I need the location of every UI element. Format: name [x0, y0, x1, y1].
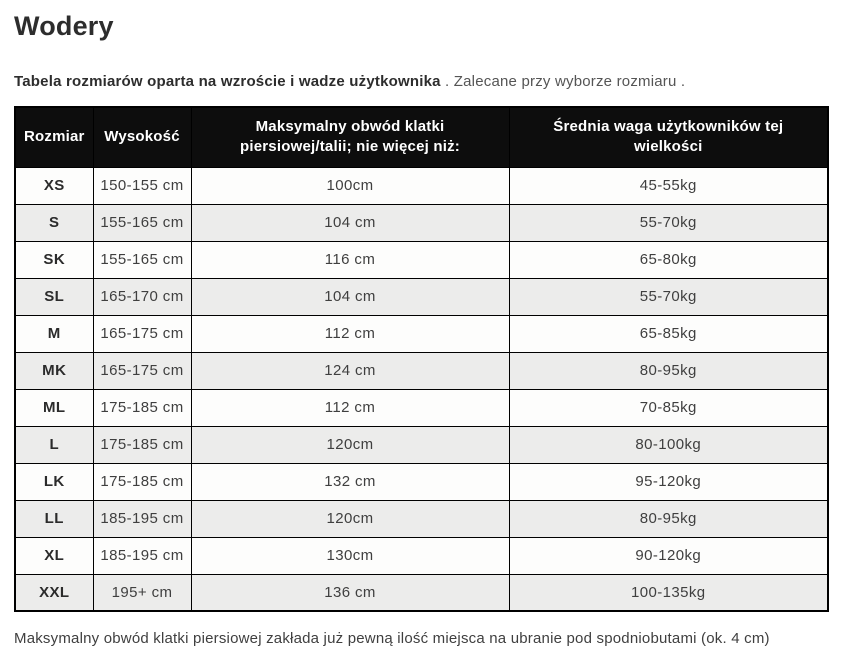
height-cell: 175-185 cm: [93, 426, 191, 463]
chest-cell: 112 cm: [191, 315, 509, 352]
size-cell: XL: [15, 537, 93, 574]
height-cell: 150-155 cm: [93, 167, 191, 204]
size-cell: S: [15, 204, 93, 241]
size-cell: L: [15, 426, 93, 463]
height-cell: 165-170 cm: [93, 278, 191, 315]
table-row: [15, 426, 828, 463]
column-header-size: Rozmiar: [15, 107, 93, 167]
height-cell: 195+ cm: [93, 574, 191, 611]
chest-cell: 124 cm: [191, 352, 509, 389]
size-cell: SL: [15, 278, 93, 315]
chest-cell: 130cm: [191, 537, 509, 574]
chest-cell: 104 cm: [191, 204, 509, 241]
column-header-height: Wysokość: [93, 107, 191, 167]
weight-cell: 55-70kg: [509, 204, 828, 241]
size-table: [14, 106, 829, 612]
size-table-header-row: [15, 107, 828, 167]
size-cell: XXL: [15, 574, 93, 611]
page-title: Wodery: [14, 11, 114, 41]
height-cell: 185-195 cm: [93, 500, 191, 537]
table-description-note: . Zalecane przy wyborze rozmiaru .: [445, 73, 686, 90]
size-cell: M: [15, 315, 93, 352]
table-row: [15, 574, 828, 611]
footnote: Maksymalny obwód klatki piersiowej zakłada już pewną ilość miejsca na ubranie pod spodniobutami (ok. 4 cm): [14, 630, 770, 647]
chest-cell: 104 cm: [191, 278, 509, 315]
chest-cell: 100cm: [191, 167, 509, 204]
weight-cell: 80-95kg: [509, 352, 828, 389]
weight-cell: 45-55kg: [509, 167, 828, 204]
table-description: [14, 72, 831, 92]
height-cell: 165-175 cm: [93, 315, 191, 352]
size-cell: SK: [15, 241, 93, 278]
table-row: [15, 500, 828, 537]
size-cell: LL: [15, 500, 93, 537]
height-cell: 175-185 cm: [93, 389, 191, 426]
chest-cell: 120cm: [191, 426, 509, 463]
weight-cell: 100-135kg: [509, 574, 828, 611]
height-cell: 165-175 cm: [93, 352, 191, 389]
size-cell: ML: [15, 389, 93, 426]
chest-cell: 112 cm: [191, 389, 509, 426]
chest-cell: 120cm: [191, 500, 509, 537]
table-row: [15, 278, 828, 315]
chest-cell: 136 cm: [191, 574, 509, 611]
height-cell: 155-165 cm: [93, 241, 191, 278]
weight-cell: 95-120kg: [509, 463, 828, 500]
weight-cell: 65-85kg: [509, 315, 828, 352]
size-cell: MK: [15, 352, 93, 389]
table-row: [15, 463, 828, 500]
table-description-bold: Tabela rozmiarów oparta na wzroście i wadze użytkownika: [14, 73, 441, 90]
weight-cell: 80-95kg: [509, 500, 828, 537]
table-row: [15, 315, 828, 352]
column-header-weight: Średnia waga użytkowników tej wielkości: [509, 107, 828, 167]
column-header-chest: Maksymalny obwód klatki piersiowej/talii; nie więcej niż:: [191, 107, 509, 167]
chest-cell: 116 cm: [191, 241, 509, 278]
size-cell: LK: [15, 463, 93, 500]
weight-cell: 90-120kg: [509, 537, 828, 574]
table-row: [15, 537, 828, 574]
chest-cell: 132 cm: [191, 463, 509, 500]
weight-cell: 80-100kg: [509, 426, 828, 463]
weight-cell: 55-70kg: [509, 278, 828, 315]
weight-cell: 65-80kg: [509, 241, 828, 278]
table-row: [15, 389, 828, 426]
table-row: [15, 241, 828, 278]
table-row: [15, 167, 828, 204]
height-cell: 175-185 cm: [93, 463, 191, 500]
height-cell: 155-165 cm: [93, 204, 191, 241]
table-row: [15, 204, 828, 241]
weight-cell: 70-85kg: [509, 389, 828, 426]
table-row: [15, 352, 828, 389]
size-cell: XS: [15, 167, 93, 204]
height-cell: 185-195 cm: [93, 537, 191, 574]
